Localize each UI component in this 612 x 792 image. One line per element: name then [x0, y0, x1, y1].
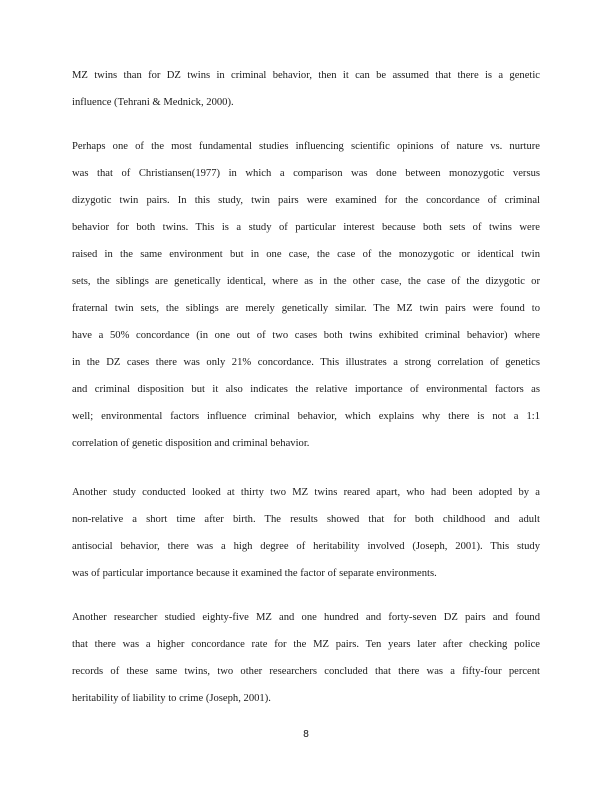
- page-number: 8: [302, 729, 310, 740]
- text-line: records of these same twins, two other researchers concluded that there was a fifty-four percent: [72, 666, 540, 677]
- text-line: Another study conducted looked at thirty two MZ twins reared apart, who had been adopted by a: [72, 487, 540, 498]
- text-line: in the DZ cases there was only 21% concordance. This illustrates a strong correlation of genetics: [72, 357, 540, 368]
- text-line: Another researcher studied eighty-five MZ and one hundred and forty-seven DZ pairs and found: [72, 612, 540, 623]
- text-line: was that of Christiansen(1977) in which a comparison was done between monozygotic versus: [72, 168, 540, 179]
- text-line: was of particular importance because it examined the factor of separate environments.: [72, 568, 437, 579]
- paragraph-3: [72, 485, 540, 593]
- text-line: raised in the same environment but in one case, the case of the monozygotic or identical twin: [72, 249, 540, 260]
- text-line: heritability of liability to crime (Joseph, 2001).: [72, 693, 271, 704]
- text-line: fraternal twin sets, the siblings are merely genetically similar. The MZ twin pairs were found to: [72, 303, 540, 314]
- text-line: and criminal disposition but it also indicates the relative importance of environmental factors as: [72, 384, 540, 395]
- text-line: have a 50% concordance (in one out of two cases both twins exhibited criminal behavior) where: [72, 330, 540, 341]
- paragraph-4: [72, 610, 540, 718]
- text-line: dizygotic twin pairs. In this study, twin pairs were examined for the concordance of criminal: [72, 195, 540, 206]
- text-line: correlation of genetic disposition and criminal behavior.: [72, 438, 310, 449]
- text-line: sets, the siblings are genetically identical, where as in the other case, the case of the dizygotic or: [72, 276, 540, 287]
- text-line: influence (Tehrani & Mednick, 2000).: [72, 97, 234, 108]
- text-line: well; environmental factors influence criminal behavior, which explains why there is not a 1:1: [72, 411, 540, 422]
- text-line: Perhaps one of the most fundamental studies influencing scientific opinions of nature vs. nurture: [72, 141, 540, 152]
- paragraph-2: [72, 139, 540, 463]
- text-line: antisocial behavior, there was a high degree of heritability involved (Joseph, 2001). This study: [72, 541, 540, 552]
- text-line: non-relative a short time after birth. The results showed that for both childhood and adult: [72, 514, 540, 525]
- text-line: MZ twins than for DZ twins in criminal behavior, then it can be assumed that there is a genetic: [72, 70, 540, 81]
- text-line: behavior for both twins. This is a study of particular interest because both sets of twins were: [72, 222, 540, 233]
- paragraph-1: [72, 68, 540, 122]
- text-line: that there was a higher concordance rate for the MZ pairs. Ten years later after checking police: [72, 639, 540, 650]
